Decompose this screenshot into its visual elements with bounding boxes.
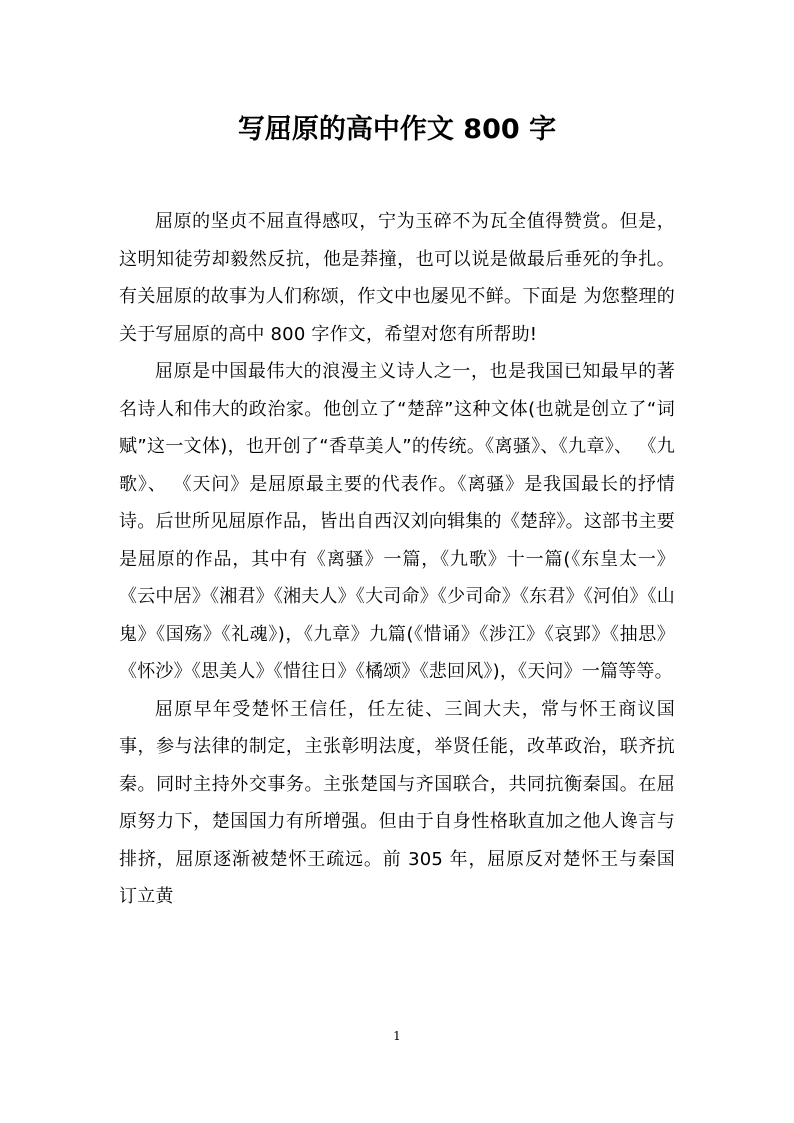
document-body	[119, 203, 675, 916]
page-number: 1	[393, 1029, 401, 1043]
paragraph-works: 屈原是中国最伟大的浪漫主义诗人之一，也是我国已知最早的著名诗人和伟大的政治家。他创立了“楚辞”这种文体(也就是创立了“词赋”这一文体)，也开创了“香草美人”的传统。《离骚》、《九章》、 《九歌》、 《天问》是屈原最主要的代表作。《离骚》是我国最长的抒情诗。后世所见屈原作品，皆出自西汉刘向辑集的《楚辞》。这部书主要是屈原的作品，其中有《离骚》一篇，《九歌》十一篇(《东皇太一》《云中居》《湘君》《湘夫人》《大司命》《少司命》《东君》《河伯》《山鬼》《国殇》《礼魂》)，《九章》九篇(《惜诵》《涉江》《哀郢》《抽思》《怀沙》《思美人》《惜往日》《橘颂》《悲回风》)，《天问》一篇等等。	[119, 361, 675, 682]
paragraph-career: 屈原早年受楚怀王信任，任左徒、三闾大夫，常与怀王商议国事，参与法律的制定，主张彰明法度，举贤任能，改革政治，联齐抗秦。同时主持外交事务。主张楚国与齐国联合，共同抗衡秦国。在屈原努力下，楚国国力有所增强。但由于自身性格耿直加之他人谗言与排挤，屈原逐渐被楚怀王疏远。前 305 年，屈原反对楚怀王与秦国订立黄	[119, 698, 675, 907]
paragraph-intro: 屈原的坚贞不屈直得感叹，宁为玉碎不为瓦全值得赞赏。但是，这明知徒劳却毅然反抗，他是莽撞，也可以说是做最后垂死的争扎。有关屈原的故事为人们称颂，作文中也屡见不鲜。下面是 为您整理的关于写屈原的高中 800 字作文，希望对您有所帮助!	[119, 211, 675, 345]
document-title: 写屈原的高中作文 800 字	[237, 114, 557, 145]
